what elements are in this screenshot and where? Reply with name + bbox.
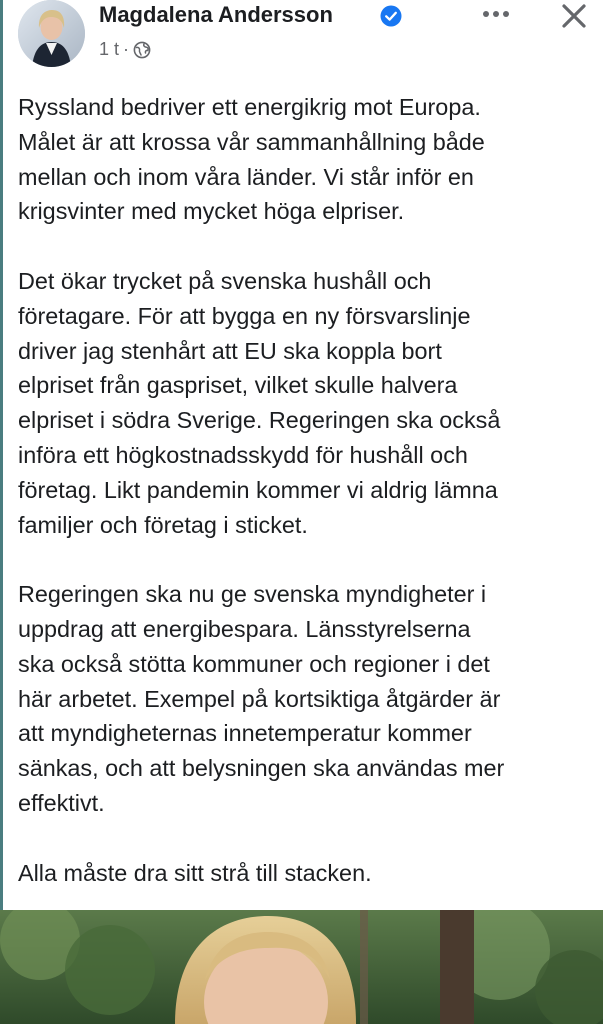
- post-paragraph-2: Det ökar trycket på svenska hushåll och företagare. För att bygga en ny försvarslinje driver jag stenhårt att EU ska koppla bort elpriset från gaspriset, vilket skulle halvera elpriset i södra Sverige. Regeringen ska också införa ett högkostnadsskydd för hushåll och företag. Likt pandemin kommer vi aldrig lämna familjer och företag i sticket.: [18, 267, 501, 538]
- author-avatar[interactable]: [18, 0, 85, 67]
- post-body: [18, 90, 593, 925]
- post-paragraph-1: Ryssland bedriver ett energikrig mot Europa. Målet är att krossa vår sammanhållning både mellan och inom våra länder. Vi står inför en krigsvinter med mycket höga elpriser.: [18, 94, 485, 225]
- post-meta: [99, 39, 151, 60]
- author-name[interactable]: Magdalena Andersson: [99, 2, 333, 27]
- avatar-image: [18, 0, 85, 67]
- close-icon[interactable]: [560, 2, 588, 30]
- meta-separator: ·: [123, 39, 130, 59]
- post-paragraph-4: Alla måste dra sitt strå till stacken.: [18, 859, 372, 886]
- post-timestamp[interactable]: 1 t: [99, 39, 120, 59]
- verified-badge-icon: [380, 5, 402, 27]
- photo-content: [0, 910, 603, 1024]
- post-header: [0, 0, 603, 78]
- window-edge: [0, 0, 3, 1024]
- post-photo[interactable]: [0, 910, 603, 1024]
- more-options-icon[interactable]: [478, 4, 518, 24]
- post-paragraph-3: Regeringen ska nu ge svenska myndigheter i uppdrag att energibespara. Länsstyrelserna ska också stötta kommuner och regioner i det här arbetet. Exempel på kortsiktiga åtgärder är att myndigheternas innetemperatur kommer sänkas, och att belysningen ska användas mer effektivt.: [18, 581, 505, 816]
- globe-icon[interactable]: [133, 41, 151, 59]
